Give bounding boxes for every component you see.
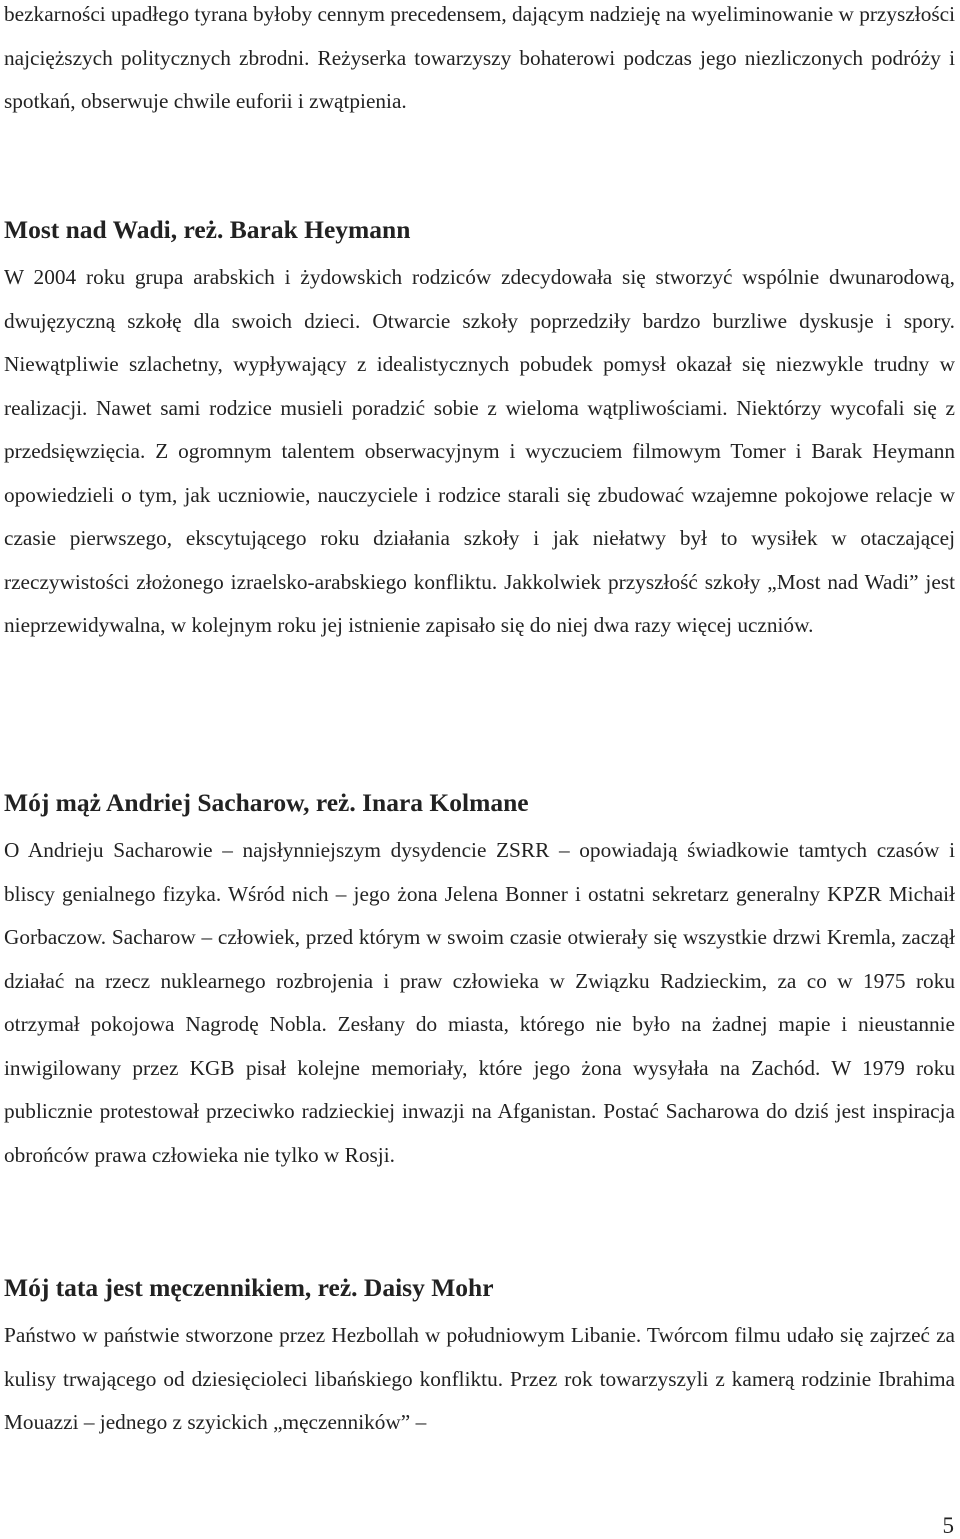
section-paragraph-moj-maz-andriej-sacharow: O Andrieju Sacharowie – najsłynniejszym dysydencie ZSRR – opowiadają świadkowie tamtych czasów i bliscy genialnego fizyka. Wśród nich – jego żona Jelena Bonner i ostatni sekretarz generalny KPZR Michaił Gorbaczow. Sacharow – człowiek, przed którym w swoim czasie otwierały się wszystkie drzwi Kremla, zaczął działać na rzecz nuklearnego rozbrojenia i praw człowieka w Związku Radzieckim, za co w 1975 roku otrzymał pokojowa Nagrodę Nobla. Zesłany do miasta, którego nie było na żadnej mapie i nieustannie inwigilowany przez KGB pisał kolejne memoriały, które jego żona wysyłała na Zachód. W 1979 roku publicznie protestował przeciwko radzieckiej inwazji na Afganistan. Postać Sacharowa do dziś jest inspiracja obrońców prawa człowieka nie tylko w Rosji. [4,838,955,1167]
section-paragraph-moj-tata-jest-meczennikiem: Państwo w państwie stworzone przez Hezbollah w południowym Libanie. Twórcom filmu udało się zajrzeć za kulisy trwającego od dziesięcioleci libańskiego konfliktu. Przez rok towarzyszyli z kamerą rodzinie Ibrahima Mouazzi – jednego z szyickich „męczenników” – [4,1323,955,1434]
section-heading-moj-tata-jest-meczennikiem: Mój tata jest męczennikiem, reż. Daisy Mohr [4,1273,494,1302]
section-paragraph-most-nad-wadi: W 2004 roku grupa arabskich i żydowskich rodziców zdecydowała się stworzyć wspólnie dwunarodową, dwujęzyczną szkołę dla swoich dzieci. Otwarcie szkoły poprzedziły bardzo burzliwe dyskusje i spory. Niewątpliwie szlachetny, wypływający z idealistycznych pobudek pomysł okazał się niezwykle trudny w realizacji. Nawet sami rodzice musieli poradzić sobie z wieloma wątpliwościami. Niektórzy wycofali się z przedsięwzięcia. Z ogromnym talentem obserwacyjnym i wyczuciem filmowym Tomer i Barak Heymann opowiedzieli o tym, jak uczniowie, nauczyciele i rodzice starali się zbudować wzajemne pokojowe relacje w czasie pierwszego, ekscytującego roku działania szkoły i jak niełatwy był to wysiłek w otaczającej rzeczywistości złożonego izraelsko-arabskiego konfliktu. Jakkolwiek przyszłość szkoły „Most nad Wadi” jest nieprzewidywalna, w kolejnym roku jej istnienie zapisało się do niej dwa razy więcej uczniów. [4,265,955,637]
section-heading-moj-maz-andriej-sacharow: Mój mąż Andriej Sacharow, reż. Inara Kolmane [4,788,529,817]
section-heading-most-nad-wadi: Most nad Wadi, reż. Barak Heymann [4,215,411,244]
page-number: 5 [942,1513,954,1538]
intro-paragraph: bezkarności upadłego tyrana byłoby cennym precedensem, dającym nadzieję na wyeliminowanie w przyszłości najcięższych politycznych zbrodni. Reżyserka towarzyszy bohaterowi podczas jego niezliczonych podróży i spotkań, obserwuje chwile euforii i zwątpienia. [4,2,955,113]
